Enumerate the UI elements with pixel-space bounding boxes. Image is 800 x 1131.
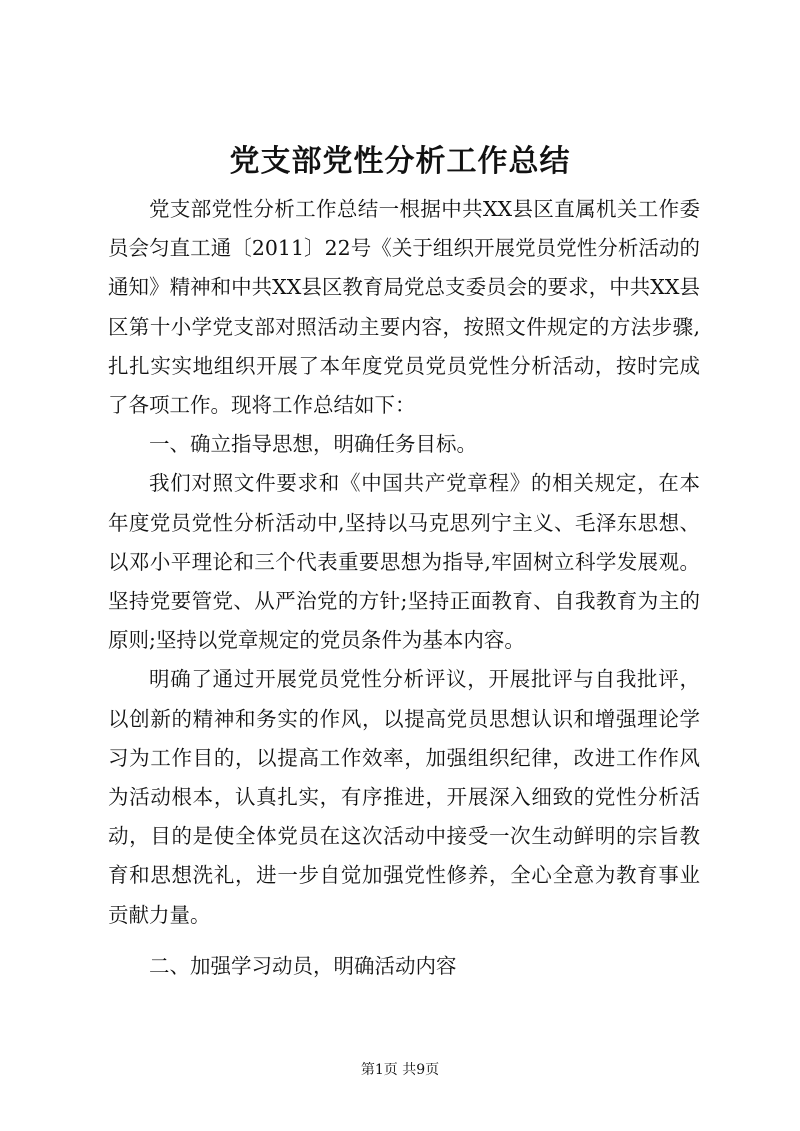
document-body	[108, 190, 700, 986]
paragraph-objectives: 明确了通过开展党员党性分析评议，开展批评与自我批评，以创新的精神和务实的作风，以提高党员思想认识和增强理论学习为工作目的，以提高工作效率，加强组织纪律，改进工作作风为活动根本，认真扎实，有序推进，开展深入细致的党性分析活动，目的是使全体党员在这次活动中接受一次生动鲜明的宗旨教育和思想洗礼，进一步自觉加强党性修养，全心全意为教育事业贡献力量。	[108, 667, 700, 927]
section-heading-1: 一、确立指导思想，明确任务目标。	[149, 432, 477, 457]
document-title: 党支部党性分析工作总结	[229, 144, 571, 179]
page-number-footer: 第1页 共9页	[360, 1062, 440, 1078]
section-heading-2: 二、加强学习动员，明确活动内容	[149, 953, 457, 978]
paragraph-guiding-thought: 我们对照文件要求和《中国共产党章程》的相关规定，在本年度党员党性分析活动中,坚持以马克思列宁主义、毛泽东思想、以邓小平理论和三个代表重要思想为指导,牢固树立科学发展观。坚持党要管党、从严治党的方针;坚持正面教育、自我教育为主的原则;坚持以党章规定的党员条件为基本内容。	[108, 471, 700, 653]
paragraph-intro: 党支部党性分析工作总结一根据中共XX县区直属机关工作委员会匀直工通〔2011〕22号《关于组织开展党员党性分析活动的通知》精神和中共XX县区教育局党总支委员会的要求，中共XX县区第十小学党支部对照活动主要内容，按照文件规定的方法步骤,扎扎实实地组织开展了本年度党员党员党性分析活动，按时完成了各项工作。现将工作总结如下：	[108, 197, 700, 418]
